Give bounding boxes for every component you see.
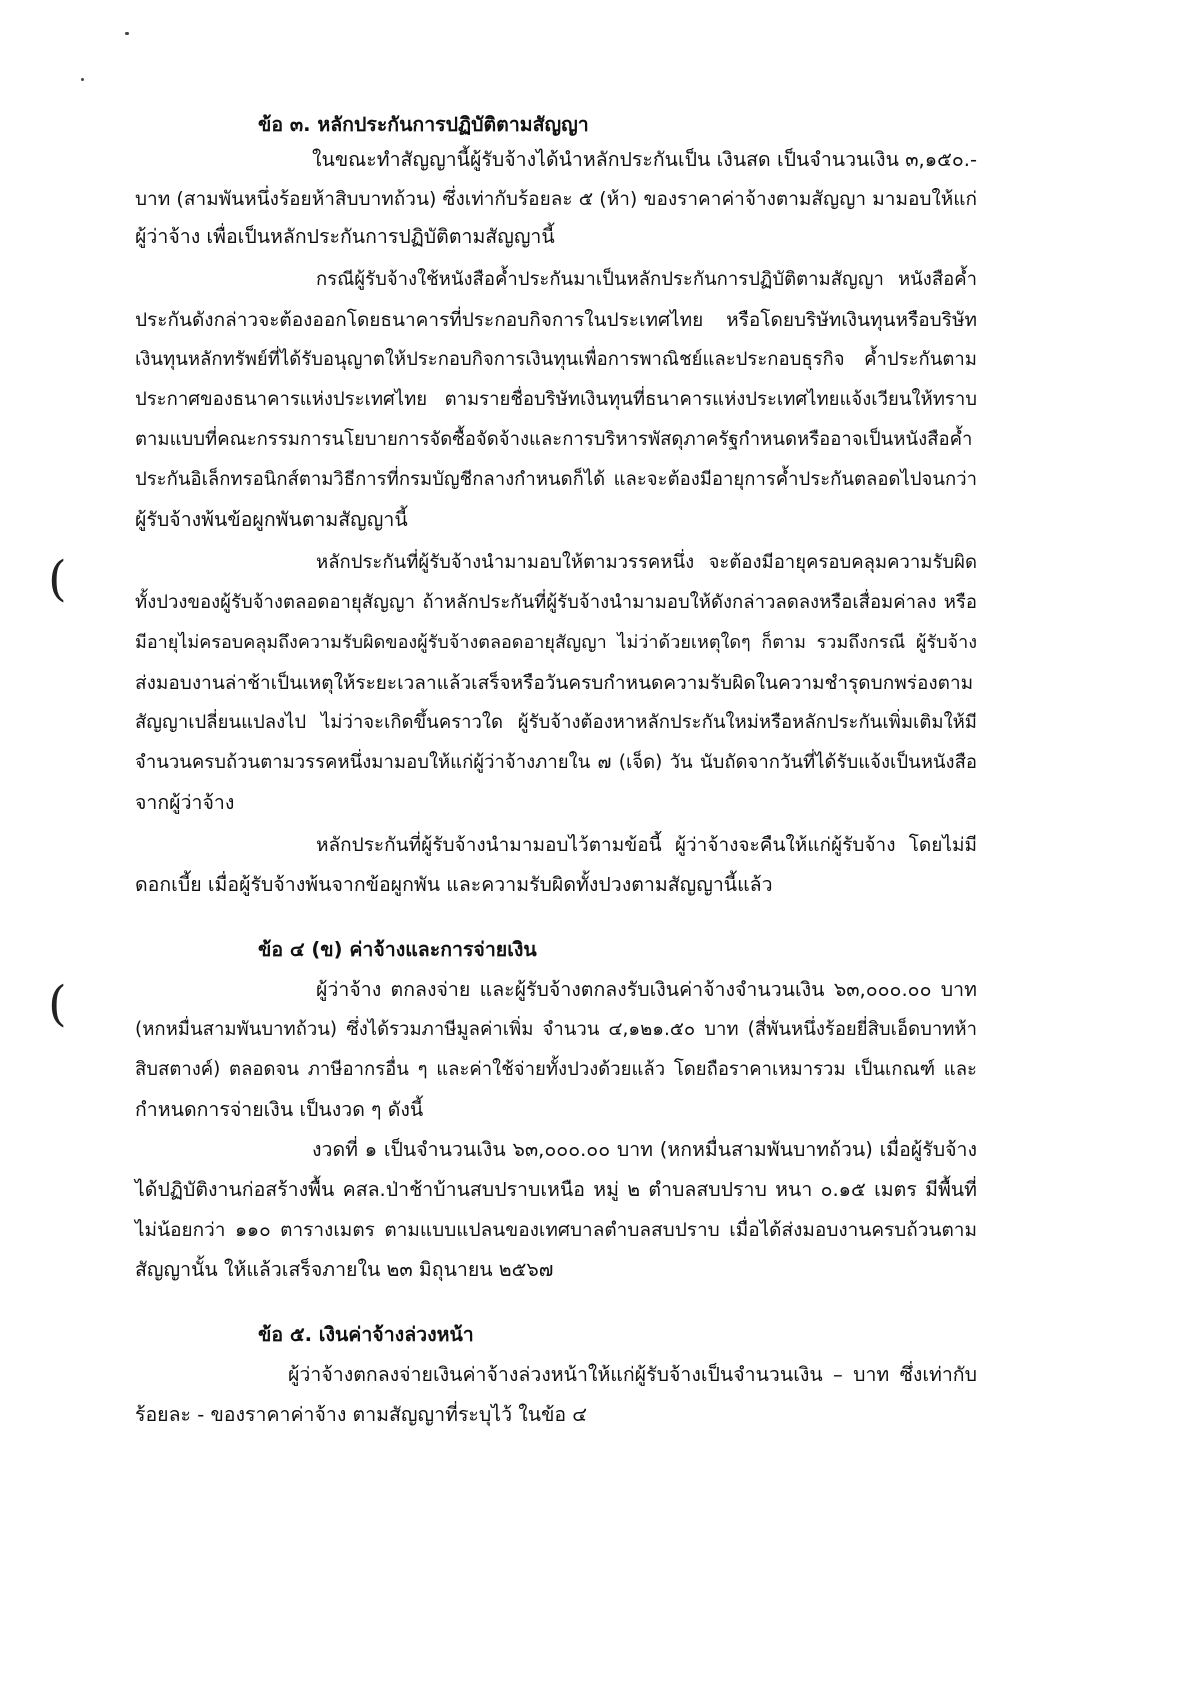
paragraph-line: ดอกเบี้ย เมื่อผู้รับจ้างพ้นจากข้อผูกพัน และความรับผิดทั้งปวงตามสัญญานี้แล้ว [135, 873, 773, 896]
paragraph-line: ได้ปฏิบัติงานก่อสร้างพื้น คสล.ป่าช้าบ้านสบปราบเหนือ หมู่ ๒ ตำบลสบปราบ หนา ๐.๑๕ เมตร มีพื้นที่ [135, 1178, 977, 1201]
section-heading: ข้อ ๔ (ข) ค่าจ้างและการจ่ายเงิน [258, 938, 537, 961]
paragraph-line: งวดที่ ๑ เป็นจำนวนเงิน ๖๓,๐๐๐.๐๐ บาท (หกหมื่นสามพันบาทถ้วน) เมื่อผู้รับจ้าง [312, 1138, 977, 1161]
paragraph-line: สัญญานั้น ให้แล้วเสร็จภายใน ๒๓ มิถุนายน ๒๕๖๗ [135, 1258, 554, 1281]
paragraph-line: ประกันอิเล็กทรอนิกส์ตามวิธีการที่กรมบัญชีกลางกำหนดก็ได้ และจะต้องมีอายุการค้ำประกันตลอดไปจนกว่า [135, 469, 977, 490]
section-heading: ข้อ ๓. หลักประกันการปฏิบัติตามสัญญา [258, 113, 589, 136]
paragraph-line: สิบสตางค์) ตลอดจน ภาษีอากรอื่น ๆ และค่าใช้จ่ายทั้งปวงด้วยแล้ว โดยถือราคาเหมารวม เป็นเกณฑ์ และ [135, 1059, 977, 1080]
paragraph-line: ประกาศของธนาคารแห่งประเทศไทย ตามรายชื่อบริษัทเงินทุนที่ธนาคารแห่งประเทศไทยแจ้งเวียนให้ทราบ [135, 389, 977, 410]
paragraph-line: หลักประกันที่ผู้รับจ้างนำมามอบไว้ตามข้อนี้ ผู้ว่าจ้างจะคืนให้แก่ผู้รับจ้าง โดยไม่มี [316, 834, 977, 856]
paragraph-line: ผู้รับจ้างพ้นข้อผูกพันตามสัญญานี้ [135, 508, 408, 531]
paragraph-line: ตามแบบที่คณะกรรมการนโยบายการจัดซื้อจัดจ้างและการบริหารพัสดุภาครัฐกำหนดหรืออาจเป็นหนังสือค้ำ [135, 429, 973, 450]
paragraph-line: ผู้ว่าจ้าง ตกลงจ่าย และผู้รับจ้างตกลงรับเงินค่าจ้างจำนวนเงิน ๖๓,๐๐๐.๐๐ บาท [316, 978, 977, 1001]
section-heading: ข้อ ๕. เงินค่าจ้างล่วงหน้า [258, 1323, 474, 1346]
paragraph-line: มีอายุไม่ครอบคลุมถึงความรับผิดของผู้รับจ้างตลอดอายุสัญญา ไม่ว่าด้วยเหตุใดๆ ก็ตาม รวมถึงกรณี ผู้รับจ้าง [135, 632, 977, 653]
paragraph-line: ในขณะทำสัญญานี้ผู้รับจ้างได้นำหลักประกันเป็น เงินสด เป็นจำนวนเงิน ๓,๑๕๐.- [312, 148, 977, 171]
paragraph-line: ผู้ว่าจ้างตกลงจ่ายเงินค่าจ้างล่วงหน้าให้แก่ผู้รับจ้างเป็นจำนวนเงิน – บาท ซึ่งเท่ากับ [288, 1363, 977, 1386]
binding-hole-mark: ( [48, 551, 67, 607]
paragraph-line: ผู้ว่าจ้าง เพื่อเป็นหลักประกันการปฏิบัติตามสัญญานี้ [135, 225, 555, 248]
paragraph-line: ส่งมอบงานล่าช้าเป็นเหตุให้ระยะเวลาแล้วเสร็จหรือวันครบกำหนดความรับผิดในความชำรุดบกพร่องตาม [135, 672, 974, 694]
paragraph-line: เงินทุนหลักทรัพย์ที่ได้รับอนุญาตให้ประกอบกิจการเงินทุนเพื่อการพาณิชย์และประกอบธุรกิจ ค้ำประกันตาม [135, 349, 977, 370]
paragraph-line: ทั้งปวงของผู้รับจ้างตลอดอายุสัญญา ถ้าหลักประกันที่ผู้รับจ้างนำมามอบให้ดังกล่าวลดลงหรือเสื่อมค่าลง หรือ [135, 592, 977, 613]
binding-hole-mark: ( [48, 976, 67, 1032]
paragraph-line: ร้อยละ - ของราคาค่าจ้าง ตามสัญญาที่ระบุไว้ ในข้อ ๔ [135, 1403, 588, 1426]
paragraph-line: หลักประกันที่ผู้รับจ้างนำมามอบให้ตามวรรคหนึ่ง จะต้องมีอายุครอบคลุมความรับผิด [316, 552, 977, 573]
paragraph-line: สัญญาเปลี่ยนแปลงไป ไม่ว่าจะเกิดขึ้นคราวใด ผู้รับจ้างต้องหาหลักประกันใหม่หรือหลักประกันเพิ่มเติมให้มี [135, 712, 977, 733]
paragraph-line: กรณีผู้รับจ้างใช้หนังสือค้ำประกันมาเป็นหลักประกันการปฏิบัติตามสัญญา หนังสือค้ำ [316, 269, 977, 290]
paragraph-line: จากผู้ว่าจ้าง [135, 791, 235, 814]
paragraph-line: กำหนดการจ่ายเงิน เป็นงวด ๆ ดังนี้ [135, 1098, 424, 1121]
paragraph-line: ไม่น้อยกว่า ๑๑๐ ตารางเมตร ตามแบบแปลนของเทศบาลตำบลสบปราบ เมื่อได้ส่งมอบงานครบถ้วนตาม [135, 1219, 977, 1241]
paragraph-line: จำนวนครบถ้วนตามวรรคหนึ่งมามอบให้แก่ผู้ว่าจ้างภายใน ๗ (เจ็ด) วัน นับถัดจากวันที่ได้รับแจ้งเป็นหนังสือ [135, 752, 977, 773]
scan-speck [125, 32, 129, 35]
paragraph-line: ประกันดังกล่าวจะต้องออกโดยธนาคารที่ประกอบกิจการในประเทศไทย หรือโดยบริษัทเงินทุนหรือบริษัท [135, 309, 977, 331]
scan-speck [81, 78, 84, 81]
paragraph-line: (หกหมื่นสามพันบาทถ้วน) ซึ่งได้รวมภาษีมูลค่าเพิ่ม จำนวน ๔,๑๒๑.๕๐ บาท (สี่พันหนึ่งร้อยยี่สิบเอ็ดบาทห้า [135, 1019, 977, 1040]
paragraph-line: บาท (สามพันหนึ่งร้อยห้าสิบบาทถ้วน) ซึ่งเท่ากับร้อยละ ๕ (ห้า) ของราคาค่าจ้างตามสัญญา มามอบให้แก่ [135, 188, 977, 210]
